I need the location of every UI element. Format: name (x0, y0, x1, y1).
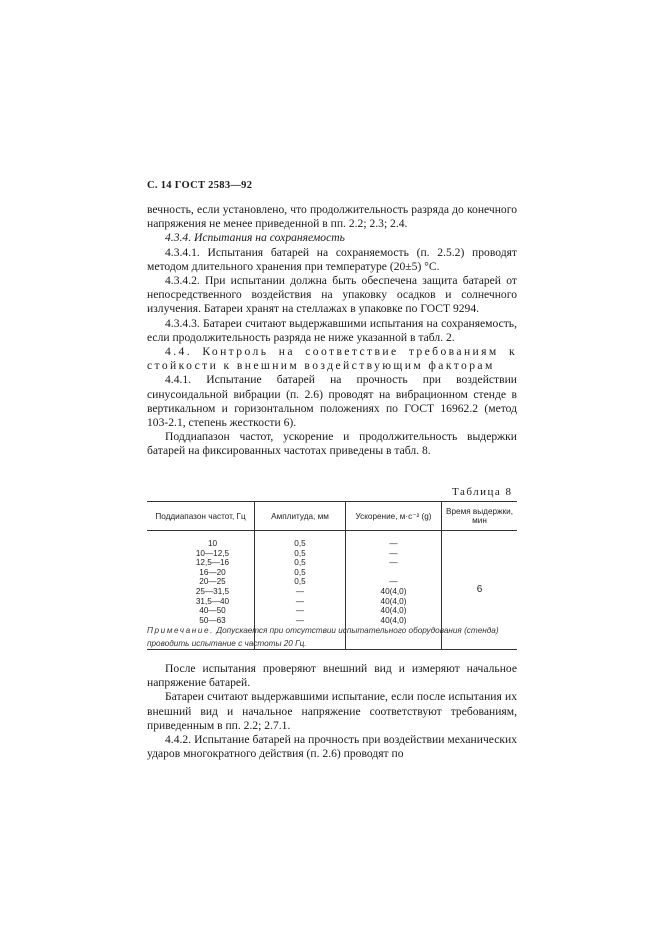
frequency-value: 20—25 (199, 577, 226, 587)
acceleration-value: 40(4,0) (380, 596, 407, 606)
table-caption: Таблица 8 (452, 486, 513, 498)
table-header-amplitude: Амплитуда, мм (255, 502, 346, 531)
frequency-value: 10 (207, 539, 218, 548)
paragraph: вечность, если установлено, что продолжительность разряда до конечного напряжения не менее приведенной в пп. 2.2; 2.3; 2.4. (147, 203, 517, 231)
table-header-time: Время выдержки, мин (442, 502, 518, 531)
acceleration-value: 40(4,0) (380, 606, 407, 616)
paragraph: 4.3.4.1. Испытания батарей на сохраняемость (п. 2.5.2) проводят методом длительного хранения при температуре (20±5) °С. (147, 245, 517, 273)
acceleration-value: — (389, 548, 398, 558)
acceleration-value: — (389, 558, 398, 568)
acceleration-value: — (389, 577, 398, 587)
paragraph: 4.4.1. Испытание батарей на прочность при воздействии синусоидальной вибрации (п. 2.6) проводят на вибрационном стенде в вертикальном и горизонтальном положениях по ГОСТ 16962.2 (метод 103-2.1, степень жесткости 6). (147, 373, 517, 430)
text-block-lower (147, 662, 517, 761)
paragraph: Поддиапазон частот, ускорение и продолжительность выдержки батарей на фиксированных частотах приведены в табл. 8. (147, 430, 517, 458)
acceleration-value: 40(4,0) (380, 586, 407, 596)
frequency-value: 25—31,5 (195, 586, 230, 596)
paragraph: 4.3.4. Испытания на сохраняемость (165, 231, 345, 245)
frequency-value: 50—63 (199, 615, 226, 625)
amplitude-value: 0,5 (294, 539, 306, 548)
table-header-acceleration: Ускорение, м·с⁻² (g) (346, 502, 442, 531)
paragraph: После испытания проверяют внешний вид и измеряют начальное напряжение батарей. (147, 662, 517, 690)
frequency-value: 31,5—40 (195, 596, 230, 606)
amplitude-value: — (295, 586, 305, 596)
amplitude-value: — (295, 615, 305, 625)
amplitude-value: 0,5 (294, 577, 306, 587)
table-header-frequency: Поддиапазон частот, Гц (147, 502, 255, 531)
paragraph: Батареи считают выдержавшими испытание, если после испытания их внешний вид и начальное напряжение соответствуют требованиям, приведенным в пп. 2.2; 2.7.1. (147, 690, 517, 732)
paragraph: 4.4. Контроль на соответствие требованиям к стойкости к внешним воздействующим факторам (147, 345, 517, 373)
acceleration-value (348, 568, 439, 578)
frequency-value: 40—50 (199, 606, 226, 616)
acceleration-value: — (389, 539, 398, 548)
table-note (147, 624, 517, 650)
acceleration-value: 40(4,0) (380, 615, 407, 625)
frequency-value: 12,5—16 (195, 558, 230, 568)
paragraph: 4.3.4.3. Батареи считают выдержавшими испытания на сохраняемость, если продолжительность разряда не ниже указанной в табл. 2. (147, 316, 517, 344)
amplitude-value: — (295, 606, 305, 616)
amplitude-value: 0,5 (294, 567, 306, 577)
frequency-value: 16—20 (199, 567, 226, 577)
note-label: Примечание. (147, 626, 215, 635)
page-header: С. 14 ГОСТ 2583—92 (147, 180, 253, 191)
text-block-upper (147, 203, 517, 459)
amplitude-value: 0,5 (294, 548, 306, 558)
paragraph: 4.3.4.2. При испытании должна быть обеспечена защита батарей от непосредственного воздействия на упаковку осадков и солнечного излучения. Батареи хранят на стеллажах в упаковке по ГОСТ 9294. (147, 274, 517, 316)
paragraph: 4.4.2. Испытание батарей на прочность при воздействии механических ударов многократного действия (п. 2.6) проводят по (147, 733, 517, 761)
amplitude-value: 0,5 (294, 558, 306, 568)
amplitude-value: — (295, 596, 305, 606)
table-cell-time: 6 (442, 531, 518, 650)
note-text: Допускается при отсутствии испытательного оборудования (стенда) проводить испытание с частоты 20 Гц. (147, 626, 499, 648)
frequency-value: 10—12,5 (195, 548, 230, 558)
